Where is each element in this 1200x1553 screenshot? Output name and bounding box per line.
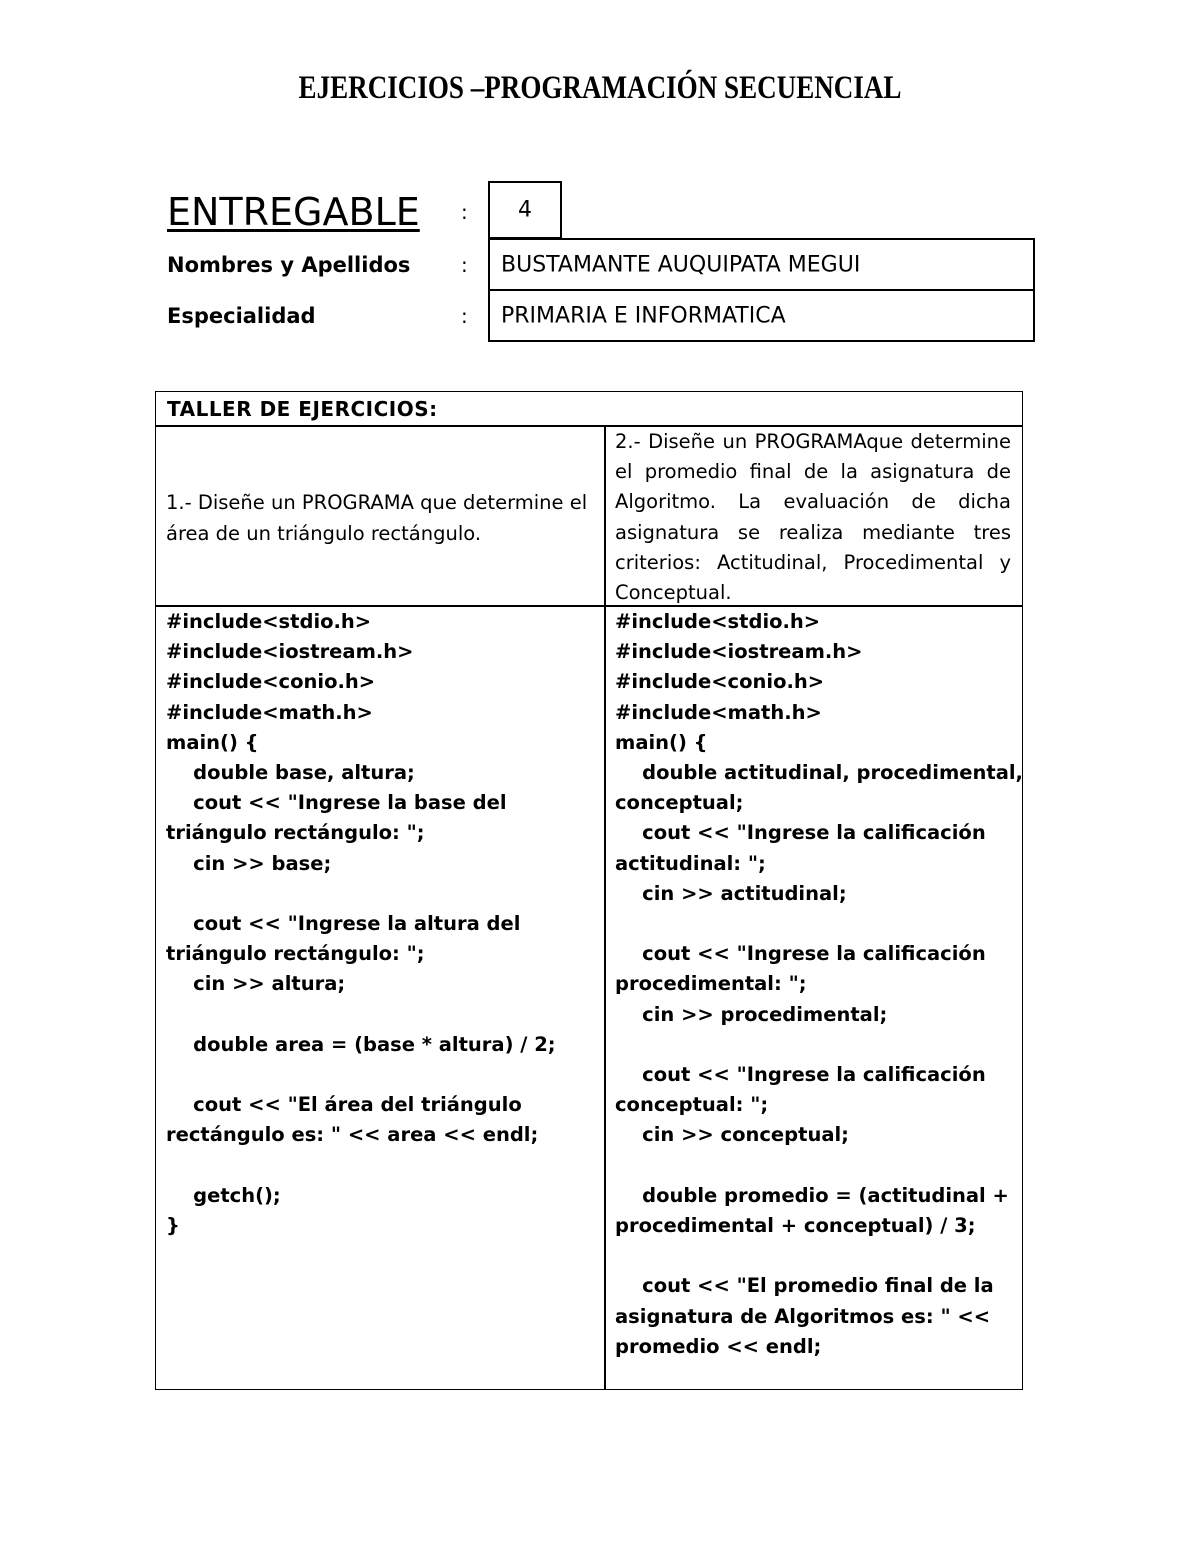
taller-heading: TALLER DE EJERCICIOS: xyxy=(167,397,438,421)
nombres-label: Nombres y Apellidos xyxy=(167,253,411,277)
nombres-value: BUSTAMANTE AUQUIPATA MEGUI xyxy=(501,252,861,277)
especialidad-field xyxy=(488,289,1035,342)
especialidad-value: PRIMARIA E INFORMATICA xyxy=(501,303,786,328)
entregable-box xyxy=(488,181,562,239)
entregable-label: ENTREGABLE xyxy=(167,190,420,234)
exercise-2-code: #include<stdio.h> #include<iostream.h> #include<conio.h> #include<math.h> main() { double actitudinal, procedimental, conceptual; cout << "Ingrese la calificación actitudinal: "; cin >> actitudinal; cout << "Ingrese la calificación procedimental: "; cin >> procedimental; cout << "Ingrese la calificación conceptual: "; cin >> conceptual; double promedio = (actitudinal + procedimental + conceptual) / 3; cout << "El promedio final de la asignatura de Algoritmos es: " << promedio << endl; xyxy=(615,610,1023,1358)
nombres-field xyxy=(488,238,1035,291)
colon: : xyxy=(461,253,468,277)
column-divider xyxy=(604,425,606,1390)
exercise-1-statement: 1.- Diseñe un PROGRAMA que determine el área de un triángulo rectángulo. xyxy=(166,491,588,545)
especialidad-label: Especialidad xyxy=(167,304,316,328)
entregable-value: 4 xyxy=(518,197,532,223)
document-title: EJERCICIOS –PROGRAMACIÓN SECUENCIAL xyxy=(298,70,902,106)
exercise-2-statement: 2.- Diseñe un PROGRAMAque determine el promedio final de la asignatura de Algoritmo. La evaluación de dicha asignatura se realiza mediante tres criterios: Actitudinal, Procedimental y Conceptual. xyxy=(615,430,1011,605)
colon: : xyxy=(461,200,468,224)
exercise-1-code: #include<stdio.h> #include<iostream.h> #include<conio.h> #include<math.h> main() { double base, altura; cout << "Ingrese la base del triángulo rectángulo: "; cin >> base; cout << "Ingrese la altura del triángulo rectángulo: "; cin >> altura; double area = (base * altura) / 2; cout << "El área del triángulo rectángulo es: " << area << endl; getch(); } xyxy=(166,610,556,1238)
colon: : xyxy=(461,304,468,328)
